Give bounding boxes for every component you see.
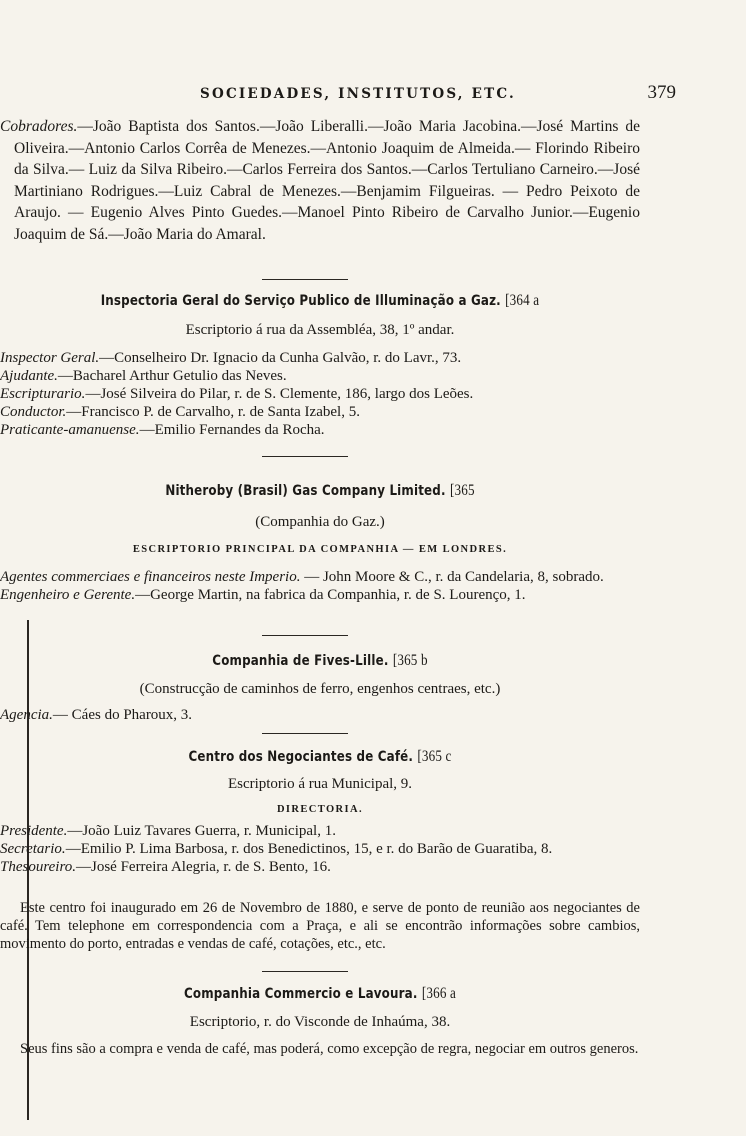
staff-entry [0,568,640,586]
running-head [38,82,678,106]
lavoura-ref: [366 a [421,985,456,1002]
entry-text: — John Moore & C., r. da Candelaria, 8, sobrado. [300,569,604,585]
fives-ref: [365 b [392,652,428,669]
lavoura-title: Companhia Commercio e Lavoura. [184,986,418,1002]
entry-text: —Bacharel Arthur Getulio das Neves. [57,368,287,384]
staff-entry [0,367,640,385]
entry-text: —George Martin, na fabrica da Companhia, r. de S. Lourenço, 1. [135,587,526,603]
entry-label: Ajudante. [0,368,58,384]
page-number: 379 [647,82,676,103]
entry-text: —João Luiz Tavares Guerra, r. Municipal, 1. [67,823,336,839]
fives-sub: (Construcção de caminhos de ferro, engenhos centraes, etc.) [139,681,501,697]
entry-label: Conductor. [0,404,67,420]
section-divider [262,279,348,280]
staff-entry [0,349,640,367]
lavoura-sub: Escriptorio, r. do Visconde de Inhaúma, 38. [189,1014,451,1030]
staff-entry [0,858,640,876]
inspectoria-ref: [364 a [505,292,540,309]
entry-text: —José Silveira do Pilar, r. de S. Clemente, 186, largo dos Leões. [85,386,474,402]
centro-caps: DIRECTORIA. [276,804,364,815]
lavoura-description: Seus fins são a compra e venda de café, mas poderá, como excepção de regra, negociar em outros generos. [20,1041,639,1057]
entry-text: — Cáes do Pharoux, 3. [52,707,193,723]
centro-heading [58,748,583,766]
entry-label: Engenheiro e Gerente. [0,587,136,603]
entry-text: —Emilio P. Lima Barbosa, r. dos Benedictinos, 15, e r. do Barão de Guaratiba, 8. [65,841,553,857]
staff-entry [0,586,640,604]
staff-entry [0,840,640,858]
staff-entry [0,403,640,421]
section-divider [262,635,348,636]
nitheroby-caps: ESCRIPTORIO PRINCIPAL DA COMPANHIA — EM LONDRES. [132,544,508,555]
entry-label: Thesoureiro. [0,859,76,875]
entry-text: —Emilio Fernandes da Rocha. [139,422,325,438]
nitheroby-sub: (Companhia do Gaz.) [255,514,385,530]
inspectoria-staff [0,349,640,439]
fives-title: Companhia de Fives-Lille. [212,653,389,669]
entry-label: Praticante-amanuense. [0,422,140,438]
entry-text: —Francisco P. de Carvalho, r. de Santa Izabel, 5. [66,404,360,420]
cobradores-text: —João Baptista dos Santos.—João Liberalli.—João Maria Jacobina.—José Martins de Oliveira.—Antonio Carlos Corrêa de Menezes.—Antonio Joaquim de Almeida.— Florindo Ribeiro da Silva.— Luiz da Silva Ribeiro.—Carlos Ferreira dos Santos.—Carlos Tertuliano Carneiro.—José Martiniano Rodrigues.—Luiz Cabral de Menezes.—Benjamim Filgueiras. — Pedro Peixoto de Araujo. — Eugenio Alves Pinto Guedes.—Manoel Pinto Ribeiro de Carvalho Junior.—Eugenio Joaquim de Sá.—João Maria do Amaral. [14,118,640,243]
entry-text: —José Ferreira Alegria, r. de S. Bento, 16. [75,859,331,875]
cobradores-label: Cobradores. [0,118,78,135]
centro-sub: Escriptorio á rua Municipal, 9. [227,776,413,792]
nitheroby-ref: [365 [449,482,475,499]
nitheroby-title: Nitheroby (Brasil) Gas Company Limited. [165,483,446,499]
cobradores-paragraph [0,116,640,245]
lavoura-heading [58,985,583,1003]
entry-text: —Conselheiro Dr. Ignacio da Cunha Galvão, r. do Lavr., 73. [99,350,462,366]
entry-label: Escripturario. [0,386,86,402]
fives-staff [0,706,640,724]
staff-entry [0,421,640,439]
entry-label: Agencia. [0,707,53,723]
nitheroby-staff [0,568,640,604]
centro-ref: [365 c [417,748,452,765]
centro-description: Este centro foi inaugurado em 26 de Novembro de 1880, e serve de ponto de reunião aos negociantes de café. Tem telephone em correspondencia com a Praça, e ali se encontrão informações sobre cambios, movimento do porto, entradas e vendas de café, cotações, etc., etc. [0,900,640,952]
centro-staff [0,822,640,876]
section-divider [262,971,348,972]
entry-label: Agentes commerciaes e financeiros neste Imperio. [0,569,301,585]
section-divider [262,456,348,457]
centro-title: Centro dos Negociantes de Café. [188,749,414,765]
fives-heading [58,652,583,670]
inspectoria-address: Escriptorio á rua da Assembléa, 38, 1º andar. [185,322,455,338]
entry-label: Inspector Geral. [0,350,100,366]
inspectoria-title: Inspectoria Geral do Serviço Publico de Illuminação a Gaz. [100,293,501,309]
running-head-title: SOCIEDADES, INSTITUTOS, ETC. [200,86,516,102]
nitheroby-heading [58,482,583,500]
section-divider [262,733,348,734]
staff-entry [0,385,640,403]
staff-entry [0,822,640,840]
entry-label: Presidente. [0,823,68,839]
entry-label: Secretario. [0,841,66,857]
inspectoria-heading [58,292,583,310]
staff-entry [0,706,640,724]
